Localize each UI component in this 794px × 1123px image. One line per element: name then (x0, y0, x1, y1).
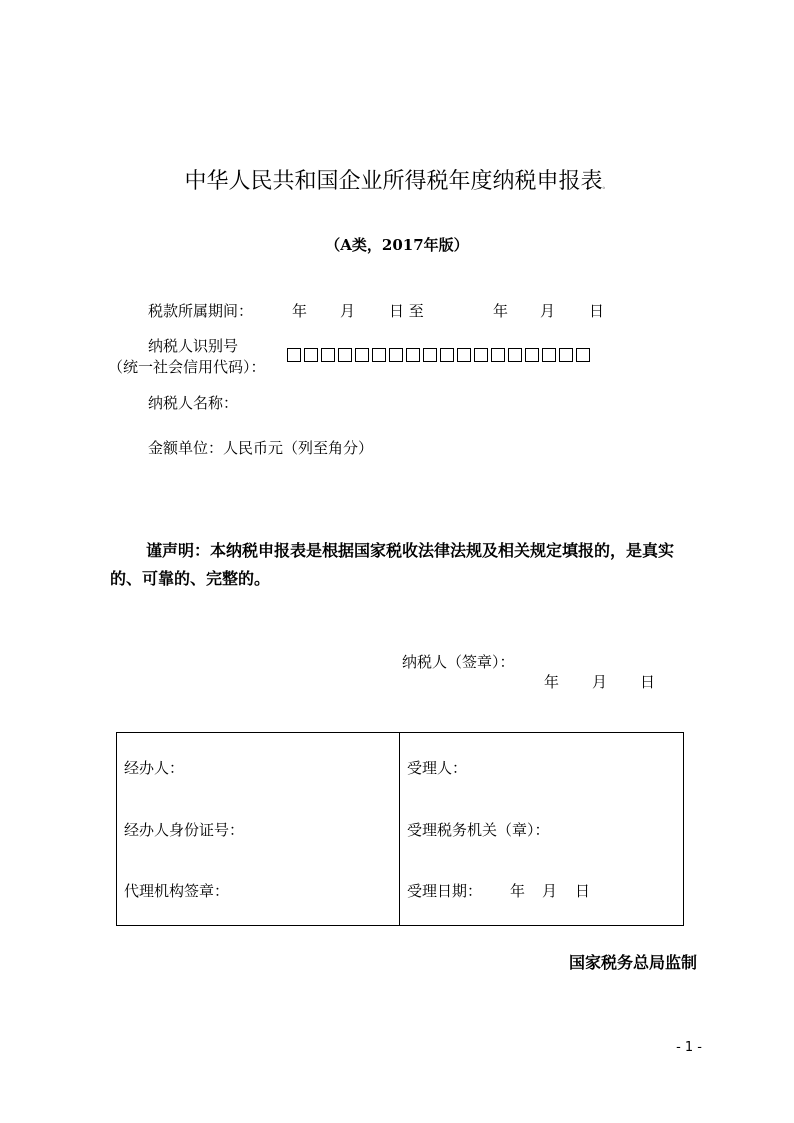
acceptance-table (116, 732, 684, 926)
receiver-label: 受理人： (407, 759, 468, 777)
document-title: 中华人民共和国企业所得税年度纳税申报表。 (184, 169, 610, 194)
period-month-2: 月 (540, 302, 556, 320)
declaration-text: 谨声明：本纳税申报表是根据国家税收法律法规及相关规定填报的，是真实的、可靠的、完整的。 (110, 541, 675, 588)
acceptance-day: 日 (575, 882, 591, 900)
left-cell (117, 733, 400, 926)
id-char-box[interactable] (372, 348, 386, 362)
signature-year: 年 (544, 673, 560, 691)
id-char-box[interactable] (457, 348, 471, 362)
acceptance-date-label: 受理日期： (407, 882, 483, 900)
signature-day: 日 (640, 673, 656, 691)
id-char-box[interactable] (474, 348, 488, 362)
id-char-box[interactable] (389, 348, 403, 362)
id-char-box[interactable] (559, 348, 573, 362)
taxpayer-id-label: 纳税人识别号 (148, 337, 239, 355)
taxpayer-name-label: 纳税人名称： (148, 394, 239, 412)
credit-code-label: （统一社会信用代码）： (108, 358, 266, 376)
period-year-1: 年 (292, 302, 308, 320)
id-char-box[interactable] (440, 348, 454, 362)
id-char-box[interactable] (304, 348, 318, 362)
period-day-2: 日 (589, 302, 605, 320)
period-day-1-to: 日 至 (389, 302, 424, 320)
right-cell (400, 733, 684, 926)
id-char-box[interactable] (423, 348, 437, 362)
supervision-footer: 国家税务总局监制 (568, 953, 697, 972)
taxpayer-id-boxes[interactable] (287, 347, 590, 366)
acceptance-month: 月 (542, 882, 558, 900)
period-year-2: 年 (493, 302, 509, 320)
period-month-1: 月 (340, 302, 356, 320)
id-char-box[interactable] (355, 348, 369, 362)
tax-office-label: 受理税务机关（章）： (407, 821, 550, 839)
id-char-box[interactable] (508, 348, 522, 362)
id-char-box[interactable] (576, 348, 590, 362)
id-char-box[interactable] (338, 348, 352, 362)
agency-seal-label: 代理机构签章： (124, 882, 230, 900)
acceptance-year: 年 (510, 882, 526, 900)
id-char-box[interactable] (525, 348, 539, 362)
document-subtitle: （A类，2017年版） (325, 236, 469, 254)
id-char-box[interactable] (287, 348, 301, 362)
agent-id-label: 经办人身份证号： (124, 821, 245, 839)
id-char-box[interactable] (321, 348, 335, 362)
period-label: 税款所属期间： (148, 302, 254, 320)
page-number: - 1 - (676, 1040, 702, 1055)
agent-label: 经办人： (124, 759, 185, 777)
signature-month: 月 (592, 673, 608, 691)
id-char-box[interactable] (406, 348, 420, 362)
id-char-box[interactable] (542, 348, 556, 362)
amount-unit: 金额单位：人民币元（列至角分） (148, 439, 374, 457)
id-char-box[interactable] (491, 348, 505, 362)
signature-label: 纳税人（签章）： (402, 653, 515, 671)
